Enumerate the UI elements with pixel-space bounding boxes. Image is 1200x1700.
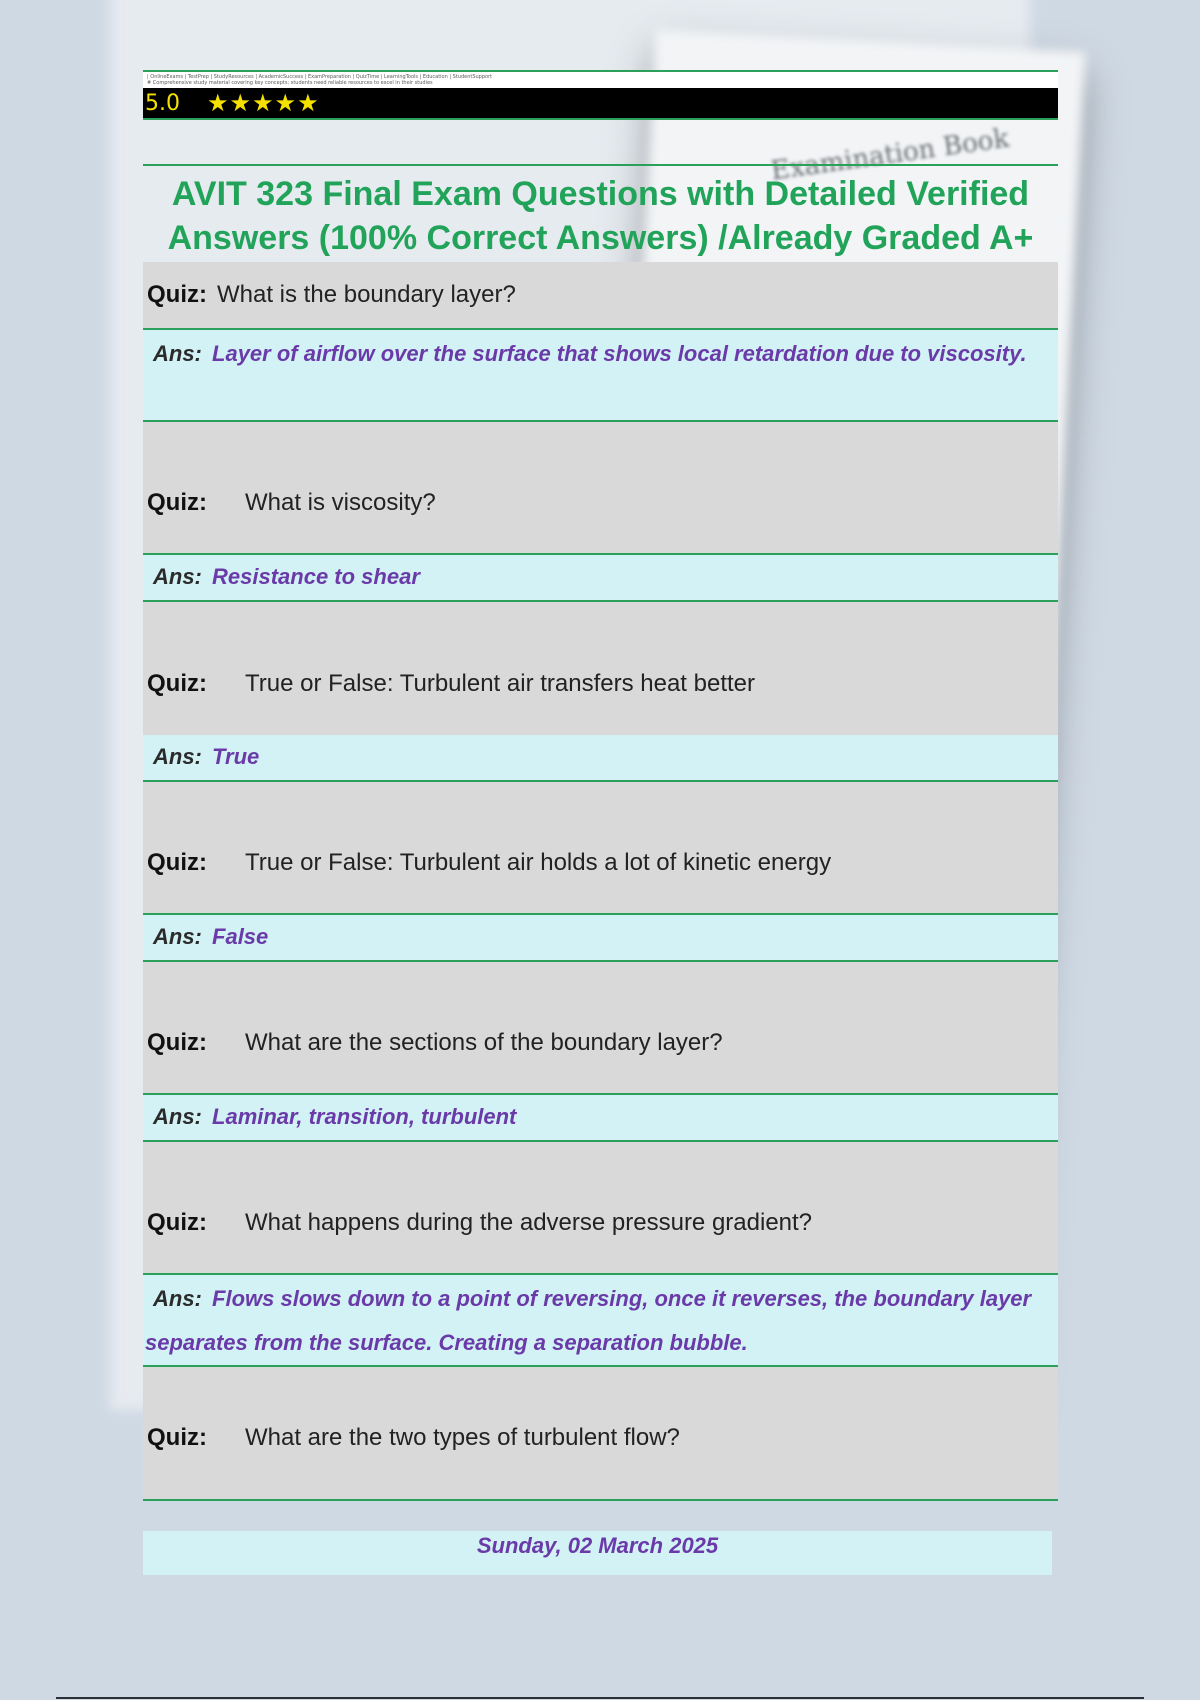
footer-date: Sunday, 02 March 2025	[143, 1531, 1052, 1575]
quiz-question: What is the boundary layer?	[217, 281, 516, 308]
answer-text: True	[212, 744, 260, 769]
answer-label: Ans:	[153, 924, 202, 949]
quiz-row	[143, 422, 1058, 555]
answer-row	[143, 1275, 1058, 1367]
answer-text: False	[212, 924, 269, 949]
answer-label: Ans:	[153, 564, 202, 589]
quiz-row	[143, 1367, 1058, 1501]
answer-row	[143, 915, 1058, 962]
document-title: AVIT 323 Final Exam Questions with Detailed Verified Answers (100% Correct Answers) /Already Graded A+	[143, 164, 1058, 260]
qa-list	[143, 262, 1058, 1501]
answer-row	[143, 330, 1058, 422]
answer-label: Ans:	[153, 1286, 202, 1311]
header-fine-print	[143, 70, 1058, 88]
quiz-label: Quiz:	[147, 669, 207, 697]
answer-row	[143, 555, 1058, 602]
answer-row	[143, 1095, 1058, 1142]
quiz-row	[143, 602, 1058, 735]
answer-label: Ans:	[153, 1104, 202, 1129]
quiz-row	[143, 782, 1058, 915]
quiz-question: True or False: Turbulent air holds a lot of kinetic energy	[245, 848, 832, 876]
quiz-row	[143, 1142, 1058, 1275]
quiz-label: Quiz:	[147, 1208, 207, 1236]
quiz-question: What are the sections of the boundary layer?	[245, 1028, 723, 1056]
quiz-row	[143, 962, 1058, 1095]
quiz-label: Quiz:	[147, 1028, 207, 1056]
answer-text: Resistance to shear	[212, 564, 420, 589]
rating-score: 5.0	[145, 90, 180, 116]
quiz-question: True or False: Turbulent air transfers heat better	[245, 669, 756, 697]
fine-print-line-1: | OnlineExams | TestPrep | StudyResources | AcademicSuccess | ExamPreparation | QuizTime | LearningTools | Education | StudentSupport	[147, 74, 493, 80]
quiz-label: Quiz:	[147, 848, 207, 876]
quiz-label: Quiz:	[147, 1424, 207, 1451]
quiz-question: What are the two types of turbulent flow?	[245, 1424, 680, 1451]
background-exam-book-title: Examination Book	[769, 123, 1011, 187]
rating-bar	[143, 88, 1058, 120]
answer-row	[143, 735, 1058, 782]
star-rating-icon: ★★★★★	[207, 89, 320, 117]
answer-text: Layer of airflow over the surface that shows local retardation due to viscosity.	[212, 341, 1027, 366]
quiz-row	[143, 262, 1058, 330]
bottom-rule	[56, 1697, 1144, 1699]
answer-text: Flows slows down to a point of reversing, once it reverses, the boundary layer separates from the surface. Creating a separation bubble.	[145, 1286, 1032, 1355]
quiz-question: What happens during the adverse pressure gradient?	[245, 1208, 813, 1236]
quiz-label: Quiz:	[147, 281, 207, 308]
quiz-question: What is viscosity?	[245, 488, 436, 516]
answer-text: Laminar, transition, turbulent	[212, 1104, 517, 1129]
answer-label: Ans:	[153, 341, 202, 366]
quiz-label: Quiz:	[147, 488, 207, 516]
answer-label: Ans:	[153, 744, 202, 769]
document-page	[143, 70, 1058, 1575]
fine-print-line-2: # Comprehensive study material covering key concepts; students need reliable resources to excel in their studies	[147, 80, 433, 86]
